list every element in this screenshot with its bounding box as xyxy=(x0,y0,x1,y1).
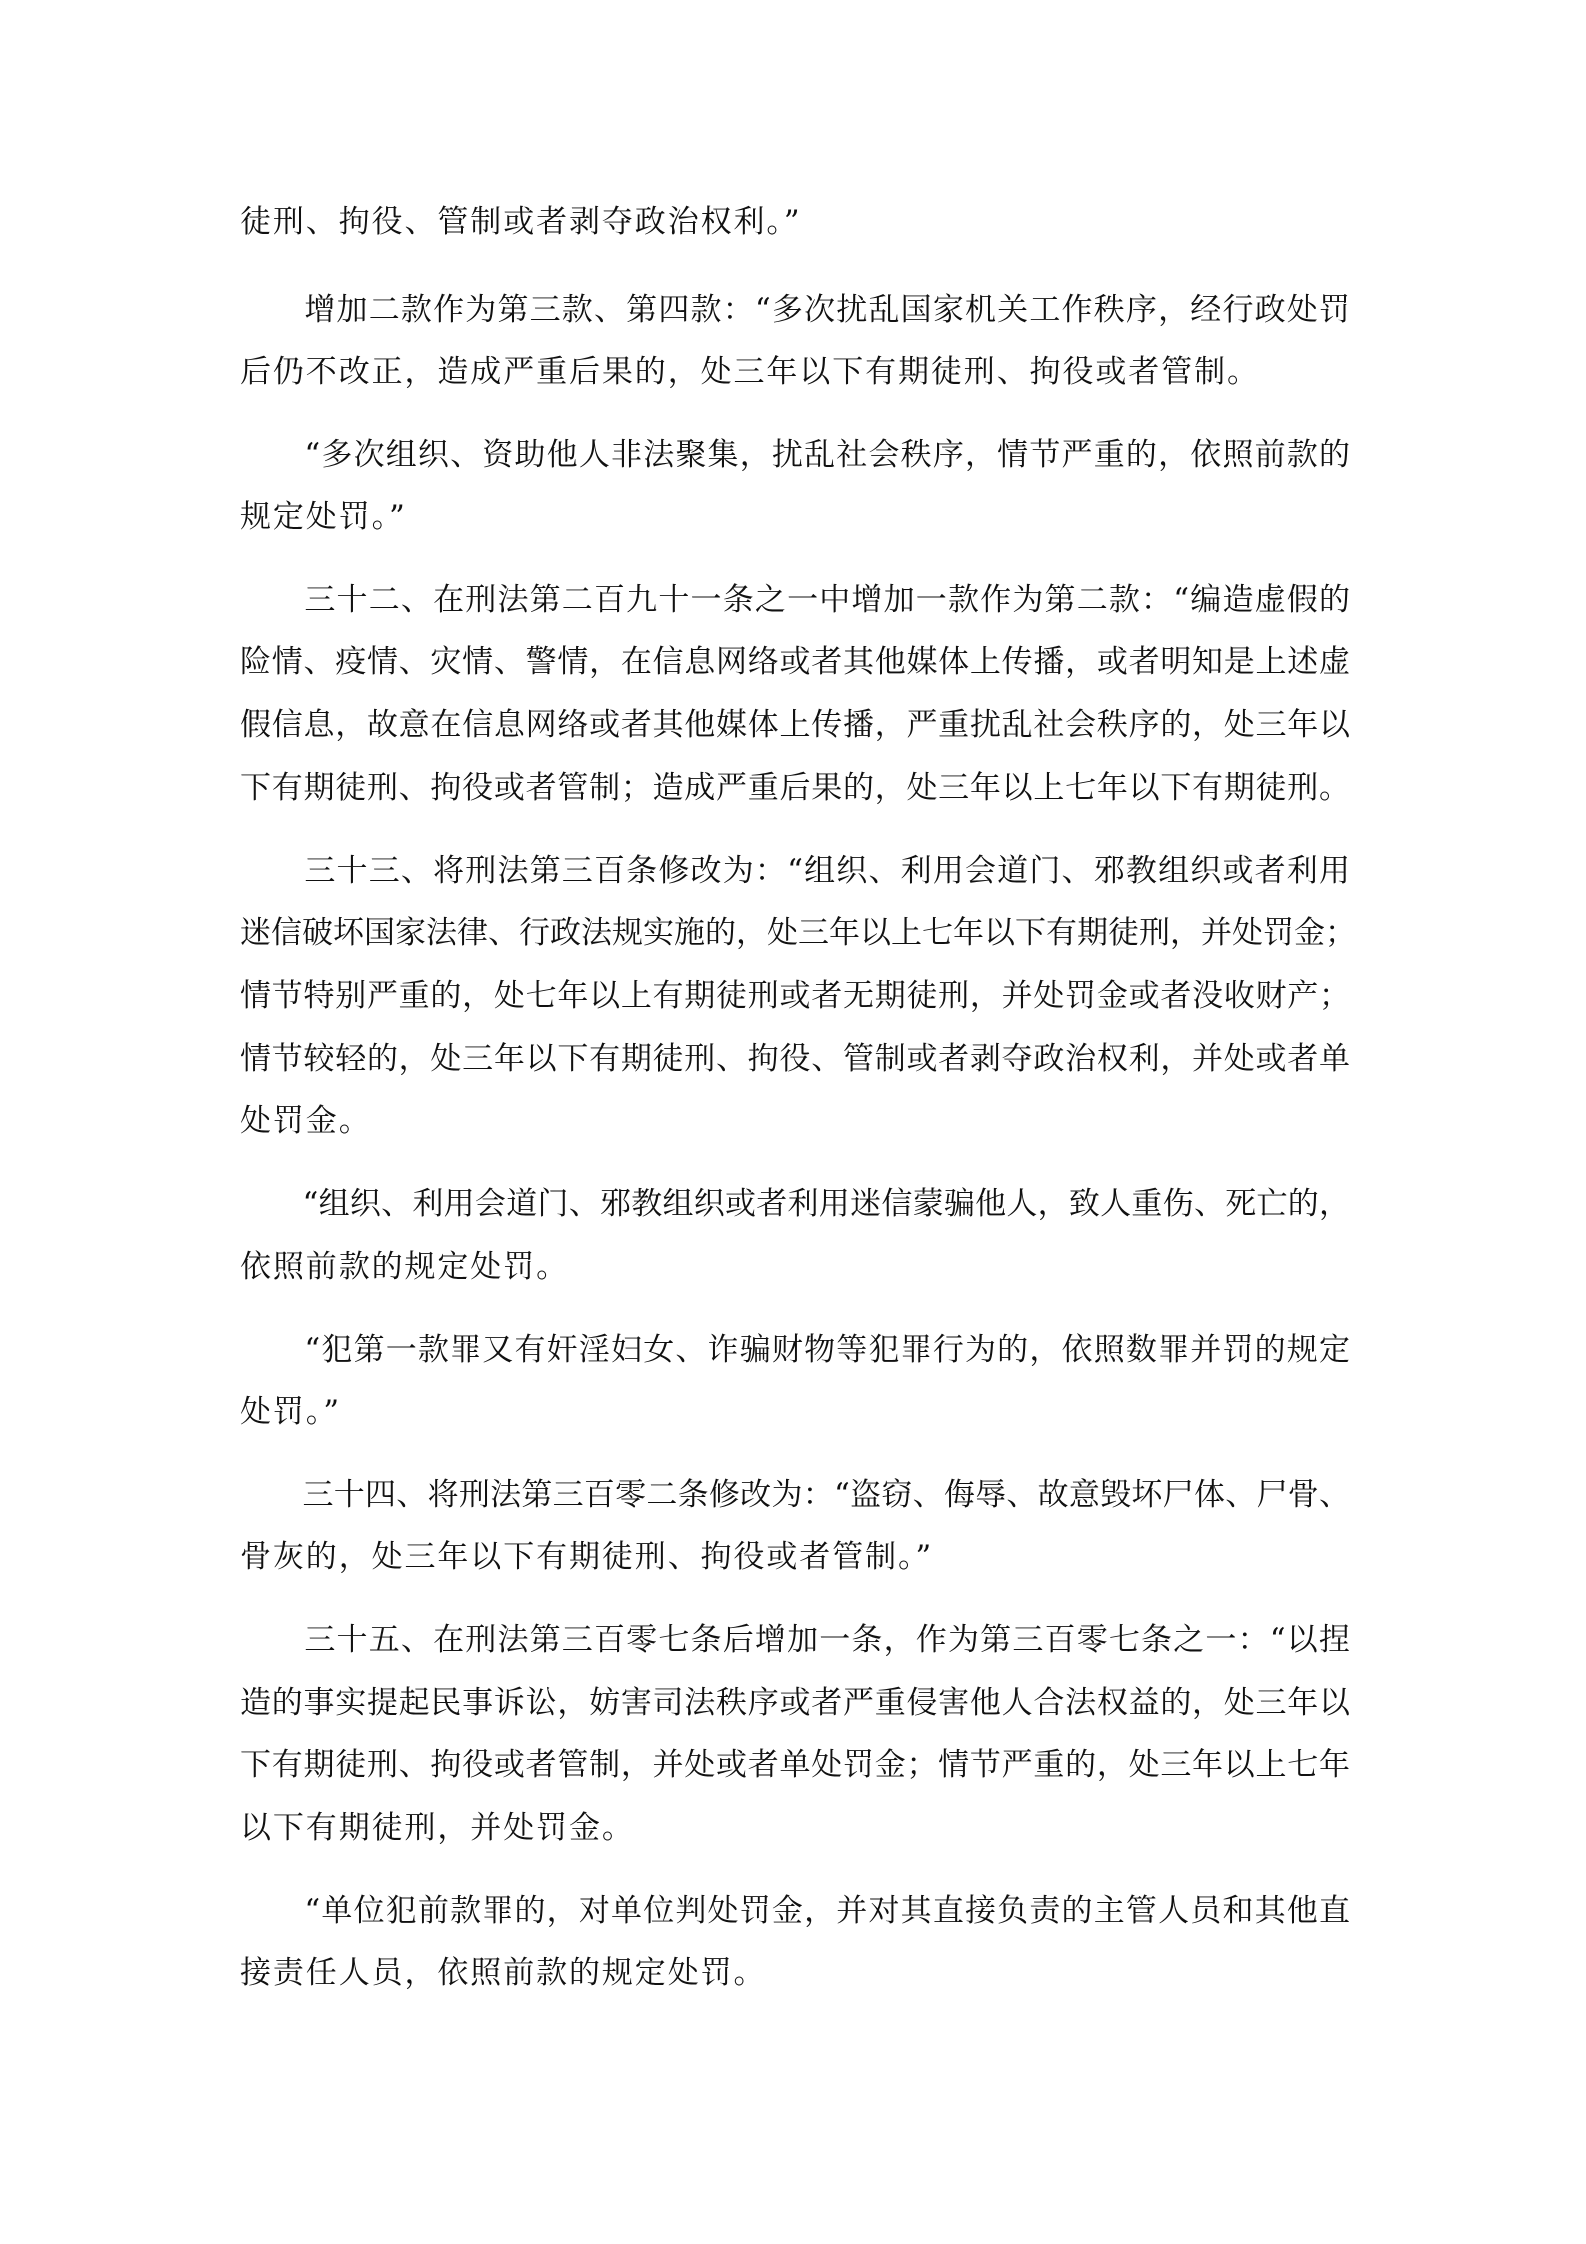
text-line: 处罚。” xyxy=(240,1394,341,1430)
text-line: 增加二款作为第三款、第四款：“多次扰乱国家机关工作秩序，经行政处罚 xyxy=(240,292,1350,328)
text-line: 下有期徒刑、拘役或者管制；造成严重后果的，处三年以上七年以下有期徒刑。 xyxy=(240,770,1350,806)
text-line: 后仍不改正，造成严重后果的，处三年以下有期徒刑、拘役或者管制。 xyxy=(240,354,1260,390)
text-line: 三十五、在刑法第三百零七条后增加一条，作为第三百零七条之一：“以捏 xyxy=(240,1622,1350,1658)
text-line: 三十四、将刑法第三百零二条修改为：“盗窃、侮辱、故意毁坏尸体、尸骨、 xyxy=(240,1477,1350,1513)
text-line: 情节特别严重的，处七年以上有期徒刑或者无期徒刑，并处罚金或者没收财产； xyxy=(240,978,1350,1014)
text-line: 规定处罚。” xyxy=(240,499,407,535)
text-line: “犯第一款罪又有奸淫妇女、诈骗财物等犯罪行为的，依照数罪并罚的规定 xyxy=(240,1332,1350,1368)
text-line: 下有期徒刑、拘役或者管制，并处或者单处罚金；情节严重的，处三年以上七年 xyxy=(240,1747,1350,1783)
text-line: 造的事实提起民事诉讼，妨害司法秩序或者严重侵害他人合法权益的，处三年以 xyxy=(240,1685,1350,1721)
text-line: “多次组织、资助他人非法聚集，扰乱社会秩序，情节严重的，依照前款的 xyxy=(240,437,1350,473)
text-line: 险情、疫情、灾情、警情，在信息网络或者其他媒体上传播，或者明知是上述虚 xyxy=(240,644,1350,680)
text-line: “组织、利用会道门、邪教组织或者利用迷信蒙骗他人，致人重伤、死亡的， xyxy=(240,1186,1350,1222)
text-line: 徒刑、拘役、管制或者剥夺政治权利。” xyxy=(240,204,802,240)
text-line: 三十三、将刑法第三百条修改为：“组织、利用会道门、邪教组织或者利用 xyxy=(240,853,1350,889)
text-line: 接责任人员，依照前款的规定处罚。 xyxy=(240,1955,767,1991)
text-line: 假信息，故意在信息网络或者其他媒体上传播，严重扰乱社会秩序的，处三年以 xyxy=(240,707,1350,743)
text-line: 处罚金。 xyxy=(240,1103,372,1139)
text-line: 骨灰的，处三年以下有期徒刑、拘役或者管制。” xyxy=(240,1539,934,1575)
text-line: “单位犯前款罪的，对单位判处罚金，并对其直接负责的主管人员和其他直 xyxy=(240,1893,1350,1929)
text-line: 依照前款的规定处罚。 xyxy=(240,1249,569,1285)
text-line: 三十二、在刑法第二百九十一条之一中增加一款作为第二款：“编造虚假的 xyxy=(240,582,1350,618)
text-line: 以下有期徒刑，并处罚金。 xyxy=(240,1810,635,1846)
text-line: 情节较轻的，处三年以下有期徒刑、拘役、管制或者剥夺政治权利，并处或者单 xyxy=(240,1041,1350,1077)
text-line: 迷信破坏国家法律、行政法规实施的，处三年以上七年以下有期徒刑，并处罚金； xyxy=(240,915,1356,951)
